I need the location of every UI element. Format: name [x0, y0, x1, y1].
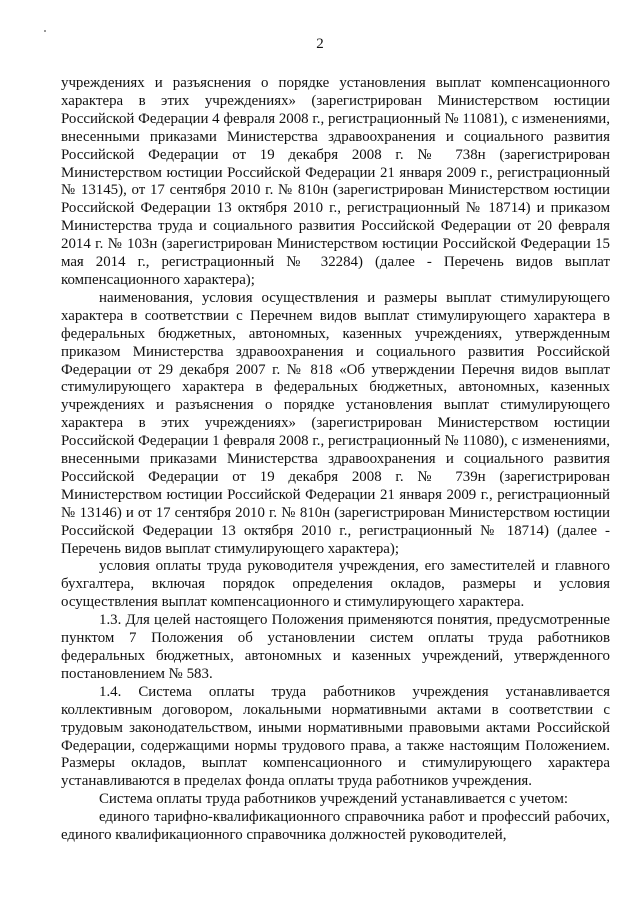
paragraph-tariff-reference: единого тарифно-квалификационного справочника работ и профессий рабочих, единого квалификационного справочника должностей руководителей, [61, 809, 610, 844]
paragraph-1-3: 1.3. Для целей настоящего Положения применяются понятия, предусмотренные пунктом 7 Положения об установлении систем оплаты труда работников федеральных бюджетных, автономных и казенных учреждений, утвержденного постановлением № 583. [61, 612, 610, 682]
paragraph-stimulating-payments: наименования, условия осуществления и размеры выплат стимулирующего характера в соответствии с Перечнем видов выплат стимулирующего характера в федеральных бюджетных, автономных, казенных учреждениях, утвержденным приказом Министерства здравоохранения и социального развития Российской Федерации от 29 декабря 2007 г. № 818 «Об утверждении Перечня видов выплат стимулирующего характера в федеральных бюджетных, автономных, казенных учреждениях и разъяснения о порядке установления выплат стимулирующего характера в этих учреждениях» (зарегистрирован Министерством юстиции Российской Федерации 1 февраля 2008 г., регистрационный № 11080), с изменениями, внесенными приказами Министерства здравоохранения и социального развития Российской Федерации от 19 декабря 2008 г. № 739н (зарегистрирован Министерством юстиции Российской Федерации 21 января 2009 г., регистрационный № 13146) и от 17 сентября 2010 г. № 810н (зарегистрирован Министерством юстиции Российской Федерации 13 октября 2010 г., регистрационный № 18714) (далее - Перечень видов выплат стимулирующего характера); [61, 289, 610, 557]
paragraph-1-4: 1.4. Система оплаты труда работников учреждения устанавливается коллективным договором, локальными нормативными актами в соответствии с трудовым законодательством, иными нормативными правовыми актами Российской Федерации, содержащими нормы трудового права, а также настоящим Положением. Размеры окладов, выплат компенсационного и стимулирующего характера устанавливаются в пределах фонда оплаты труда работников учреждения. [61, 683, 610, 790]
paragraph-system-basis: Система оплаты труда работников учреждений устанавливается с учетом: [99, 791, 569, 808]
page-number: 2 [316, 36, 324, 52]
paragraph-management-pay: условия оплаты труда руководителя учреждения, его заместителей и главного бухгалтера, включая порядок определения окладов, размеры и условия осуществления выплат компенсационного и стимулирующего характера. [61, 558, 610, 611]
document-body [61, 75, 610, 845]
scan-speck [44, 30, 46, 32]
paragraph-continuation: учреждениях и разъяснения о порядке установления выплат компенсационного характера в этих учреждениях» (зарегистрирован Министерством юстиции Российской Федерации 4 февраля 2008 г., регистрационный № 11081), с изменениями, внесенными приказами Министерства здравоохранения и социального развития Российской Федерации от 19 декабря 2008 г. № 738н (зарегистрирован Министерством юстиции Российской Федерации 21 января 2009 г., регистрационный № 13145), от 17 сентября 2010 г. № 810н (зарегистрирован Министерством юстиции Российской Федерации 13 октября 2010 г., регистрационный № 18714) и приказом Министерства труда и социального развития Российской Федерации от 20 февраля 2014 г. № 103н (зарегистрирован Министерством юстиции Российской Федерации 15 мая 2014 г., регистрационный № 32284) (далее - Перечень видов выплат компенсационного характера); [61, 75, 610, 288]
